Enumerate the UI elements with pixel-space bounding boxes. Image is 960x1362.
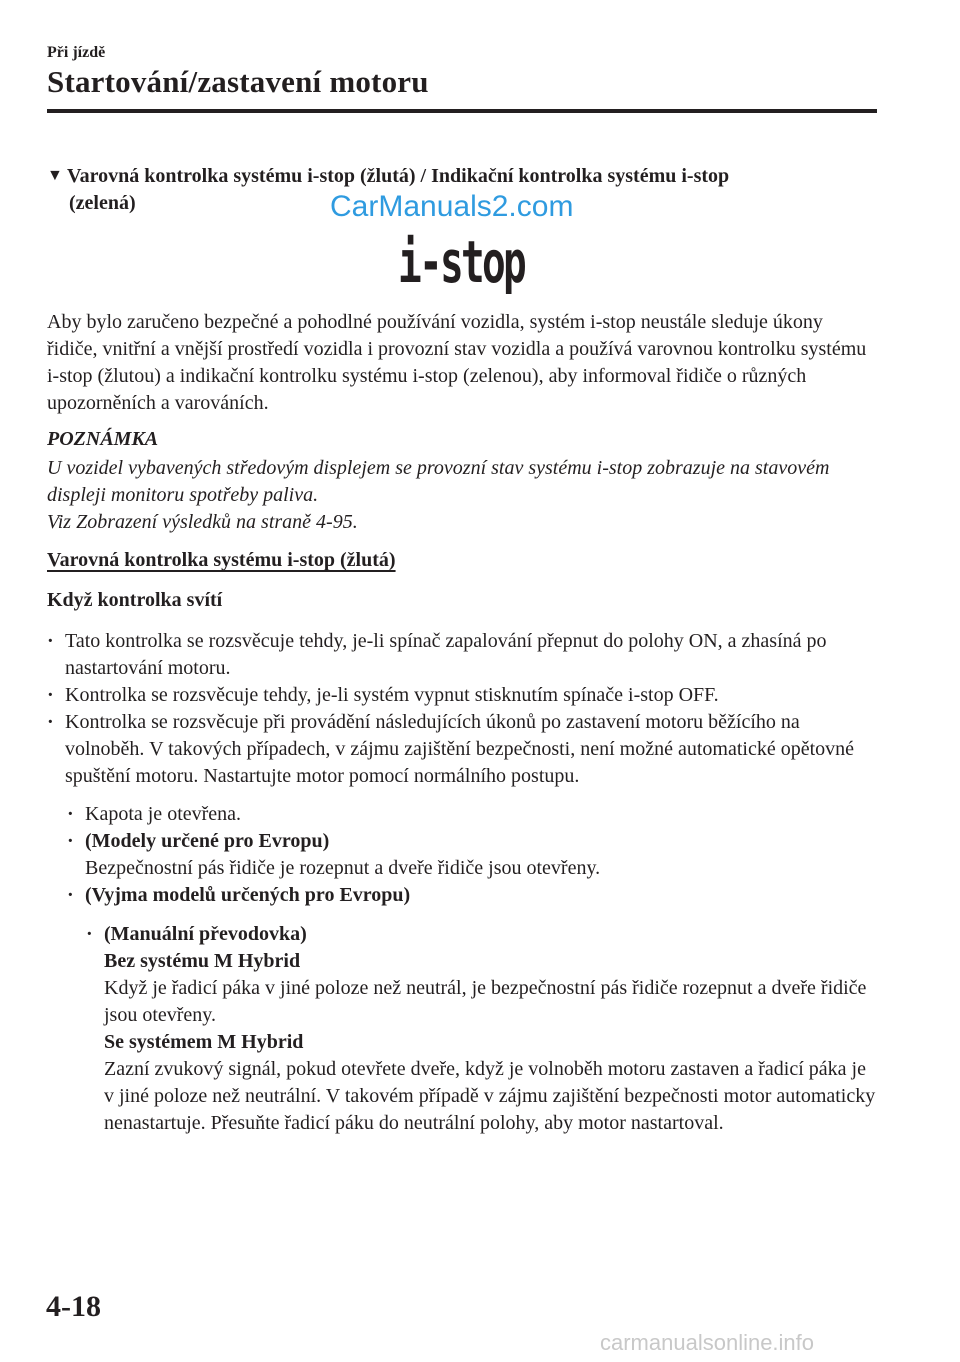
triangle-marker-icon: ▼ [47, 167, 63, 184]
note-title: POZNÁMKA [47, 428, 159, 450]
intro-paragraph: Aby bylo zaručeno bezpečné a pohodlné používání vozidla, systém i-stop neustále sleduje úkony řidiče, vnitřní a vnější prostředí vozidla i provozní stav vozidla a používá varovnou kontrolku systému i-stop (žlutou) a indikační kontrolku systému i-stop (zelenou), aby informoval řidiče o různých upozorněních a varováních. [47, 311, 867, 414]
with-hybrid-title: Se systémem M Hybrid [104, 1031, 304, 1053]
list-item-title: · (Manuální převodovka) [104, 923, 307, 945]
title-divider [47, 109, 877, 113]
list-item-title: · (Modely určené pro Evropu) [85, 830, 330, 852]
note-text-2: Viz Zobrazení výsledků na straně 4-95. [47, 511, 358, 533]
main-bullet-list [47, 628, 877, 790]
list-item [67, 882, 877, 909]
yellow-lamp-subheading: Varovná kontrolka systému i-stop (žlutá) [47, 549, 396, 571]
with-hybrid-text: Zazní zvukový signál, pokud otevřete dveře, když je volnoběh motoru zastaven a řadicí páka je v jiné poloze než neutrální. V takovém případě v zájmu zajištění bezpečnosti motor automaticky nenastartuje. Přesuňte řadicí páku do neutrální polohy, aby motor nastartoval. [104, 1058, 876, 1134]
page-title: Startování/zastavení motoru [47, 64, 429, 99]
manual-transmission-list [86, 921, 876, 1137]
list-item [86, 921, 876, 1137]
note-body [47, 455, 877, 536]
without-hybrid-title: Bez systému M Hybrid [104, 950, 301, 972]
without-hybrid-text: Když je řadicí páka v jiné poloze než neutrál, je bezpečnostní pás řidiče rozepnut a dveře řidiče jsou otevřeny. [104, 977, 867, 1026]
istop-indicator-icon [396, 222, 526, 306]
list-item-text: Bezpečnostní pás řidiče je rozepnut a dveře řidiče jsou otevřeny. [85, 857, 601, 879]
section-label: Při jízdě [47, 44, 106, 61]
istop-symbol-text: i-stop [398, 228, 526, 296]
footer-watermark: carmanualsonline.info [600, 1330, 815, 1355]
list-item [67, 828, 877, 882]
list-item: · Kontrolka se rozsvěcuje tehdy, je-li systém vypnut stisknutím spínače i-stop OFF. [47, 682, 877, 709]
heading-line-1: Varovná kontrolka systému i-stop (žlutá) / Indikační kontrolka systému i-stop [67, 165, 730, 187]
when-lit-heading: Když kontrolka svítí [47, 589, 223, 611]
sub-bullet-list [67, 801, 877, 909]
list-item: · Kontrolka se rozsvěcuje při provádění následujících úkonů po zastavení motoru běžícího na volnoběh. V takových případech, v zájmu zajištění bezpečnosti, není možné automatické opětovné spuštění motoru. Nastartujte motor pomocí normálního postupu. [47, 709, 877, 790]
list-item: · Tato kontrolka se rozsvěcuje tehdy, je-li spínač zapalování přepnut do polohy ON, a zhasíná po nastartování motoru. [47, 628, 877, 682]
list-item-title: · (Vyjma modelů určených pro Evropu) [85, 884, 411, 906]
note-text-1: U vozidel vybavených středovým displejem se provozní stav systému i-stop zobrazuje na stavovém displeji monitoru spotřeby paliva. [47, 457, 830, 506]
watermark-logo: CarManuals2.com [330, 190, 574, 223]
heading-line-2: (zelená) [69, 192, 136, 214]
list-item: · Kapota je otevřena. [67, 801, 877, 828]
page-number: 4-18 [46, 1290, 101, 1323]
